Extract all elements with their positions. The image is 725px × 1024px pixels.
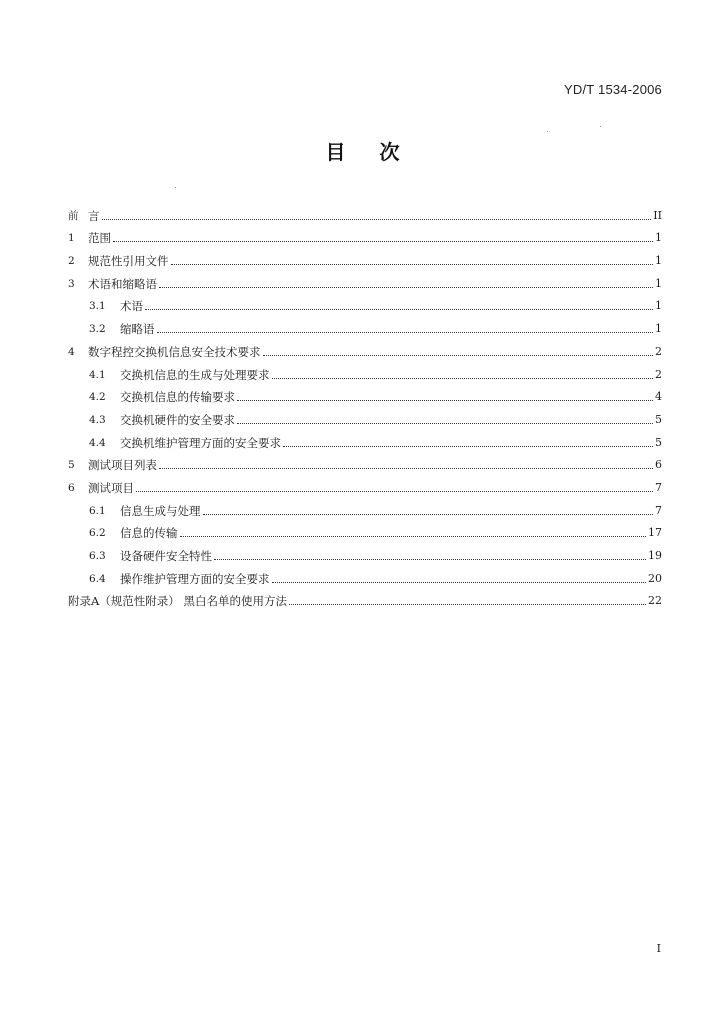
dot-leader (157, 331, 654, 333)
dot-leader (159, 286, 653, 288)
toc-entry-page: 5 (655, 435, 662, 449)
toc-entry-title: 交换机维护管理方面的安全要求 (120, 435, 281, 450)
dot-leader (171, 263, 654, 265)
toc-entry-title: 操作维护管理方面的安全要求 (120, 571, 270, 586)
toc-entry-number: 6.1 (89, 504, 106, 517)
toc-entry-page: 2 (655, 367, 662, 381)
toc-entry[interactable] (68, 540, 662, 563)
toc-entry-title: 测试项目列表 (88, 458, 157, 473)
toc-title: 目次 (325, 140, 434, 164)
toc-entry[interactable] (68, 291, 662, 314)
dot-leader (263, 354, 654, 356)
toc-entry[interactable] (68, 472, 662, 495)
toc-entry-number: 6.2 (89, 527, 106, 540)
scan-speck (547, 131, 548, 132)
toc-entry[interactable] (68, 268, 662, 291)
toc-entry[interactable] (68, 223, 662, 246)
dot-leader (136, 490, 653, 492)
toc-entry-page: 2 (655, 344, 662, 358)
toc-entry-number: 4.4 (89, 436, 106, 449)
dot-leader (272, 377, 654, 379)
page-number: I (656, 942, 661, 955)
dot-leader (214, 558, 646, 560)
toc-entry-page: 1 (655, 299, 662, 313)
toc-entry[interactable] (68, 518, 662, 541)
toc-entry[interactable] (68, 359, 662, 382)
toc-entry-title: 言 (88, 208, 100, 223)
toc-entry[interactable] (68, 200, 662, 223)
dot-leader (203, 513, 654, 515)
table-of-contents (68, 200, 662, 608)
toc-entry-page: 1 (655, 254, 662, 268)
dot-leader (180, 535, 647, 537)
toc-entry[interactable] (68, 336, 662, 359)
toc-entry-number: 4.3 (89, 413, 106, 426)
toc-entry[interactable] (68, 245, 662, 268)
toc-entry-page: 1 (655, 231, 662, 245)
toc-entry-title: 附录A（规范性附录） 黑白名单的使用方法 (68, 594, 287, 609)
toc-entry-title: 信息的传输 (120, 526, 178, 541)
toc-entry-title: 交换机信息的传输要求 (120, 390, 235, 405)
toc-entry-title: 测试项目 (88, 480, 134, 495)
toc-entry-number: 3.1 (89, 300, 106, 313)
toc-entry-title: 交换机信息的生成与处理要求 (120, 367, 270, 382)
toc-entry[interactable] (68, 450, 662, 473)
toc-entry-number: 4 (68, 345, 75, 358)
toc-entry-page: 7 (655, 503, 662, 517)
toc-entry-page: II (653, 208, 662, 222)
toc-entry-page: 22 (648, 594, 662, 608)
dot-leader (159, 467, 653, 469)
toc-entry-page: 20 (648, 571, 662, 585)
toc-entry-number: 1 (68, 232, 75, 245)
toc-entry-title: 术语 (120, 299, 143, 314)
toc-entry-page: 4 (655, 390, 662, 404)
toc-entry-page: 1 (655, 276, 662, 290)
toc-entry[interactable] (68, 586, 662, 609)
toc-entry-number: 2 (68, 255, 75, 268)
toc-entry-number: 前 (68, 209, 79, 222)
toc-entry-number: 4.1 (89, 368, 106, 381)
toc-entry-number: 3.2 (89, 323, 106, 336)
dot-leader (145, 308, 653, 310)
toc-entry-page: 5 (655, 412, 662, 426)
toc-entry[interactable] (68, 382, 662, 405)
dot-leader (102, 218, 652, 220)
toc-entry[interactable] (68, 313, 662, 336)
toc-entry[interactable] (68, 404, 662, 427)
scan-speck (600, 126, 601, 127)
toc-entry[interactable] (68, 495, 662, 518)
dot-leader (272, 581, 647, 583)
toc-entry-title: 设备硬件安全特性 (120, 549, 212, 563)
toc-entry-number: 5 (68, 459, 75, 472)
toc-entry-number: 3 (68, 277, 75, 290)
dot-leader (289, 603, 646, 605)
dot-leader (283, 445, 653, 447)
toc-entry-title: 缩略语 (120, 322, 155, 337)
scan-speck (175, 187, 176, 188)
toc-entry-page: 17 (648, 526, 662, 540)
toc-entry-number: 4.2 (89, 391, 106, 404)
toc-entry[interactable] (68, 563, 662, 586)
dot-leader (237, 399, 653, 401)
toc-entry-number: 6 (68, 481, 75, 494)
toc-entry-title: 范围 (88, 231, 111, 246)
toc-entry-page: 6 (655, 458, 662, 472)
toc-entry-title: 规范性引用文件 (88, 254, 169, 269)
toc-entry[interactable] (68, 427, 662, 450)
toc-entry-title: 信息生成与处理 (120, 503, 201, 518)
document-code: YD/T 1534-2006 (564, 82, 662, 97)
toc-entry-page: 1 (655, 322, 662, 336)
dot-leader (237, 422, 653, 424)
toc-entry-number: 6.3 (89, 550, 106, 562)
toc-entry-title: 交换机硬件的安全要求 (120, 412, 235, 427)
toc-entry-title: 数字程控交换机信息安全技术要求 (88, 344, 261, 359)
toc-entry-page: 19 (648, 549, 662, 562)
toc-entry-page: 7 (655, 480, 662, 494)
dot-leader (113, 240, 653, 242)
toc-entry-title: 术语和缩略语 (88, 276, 157, 291)
toc-entry-number: 6.4 (89, 572, 106, 585)
